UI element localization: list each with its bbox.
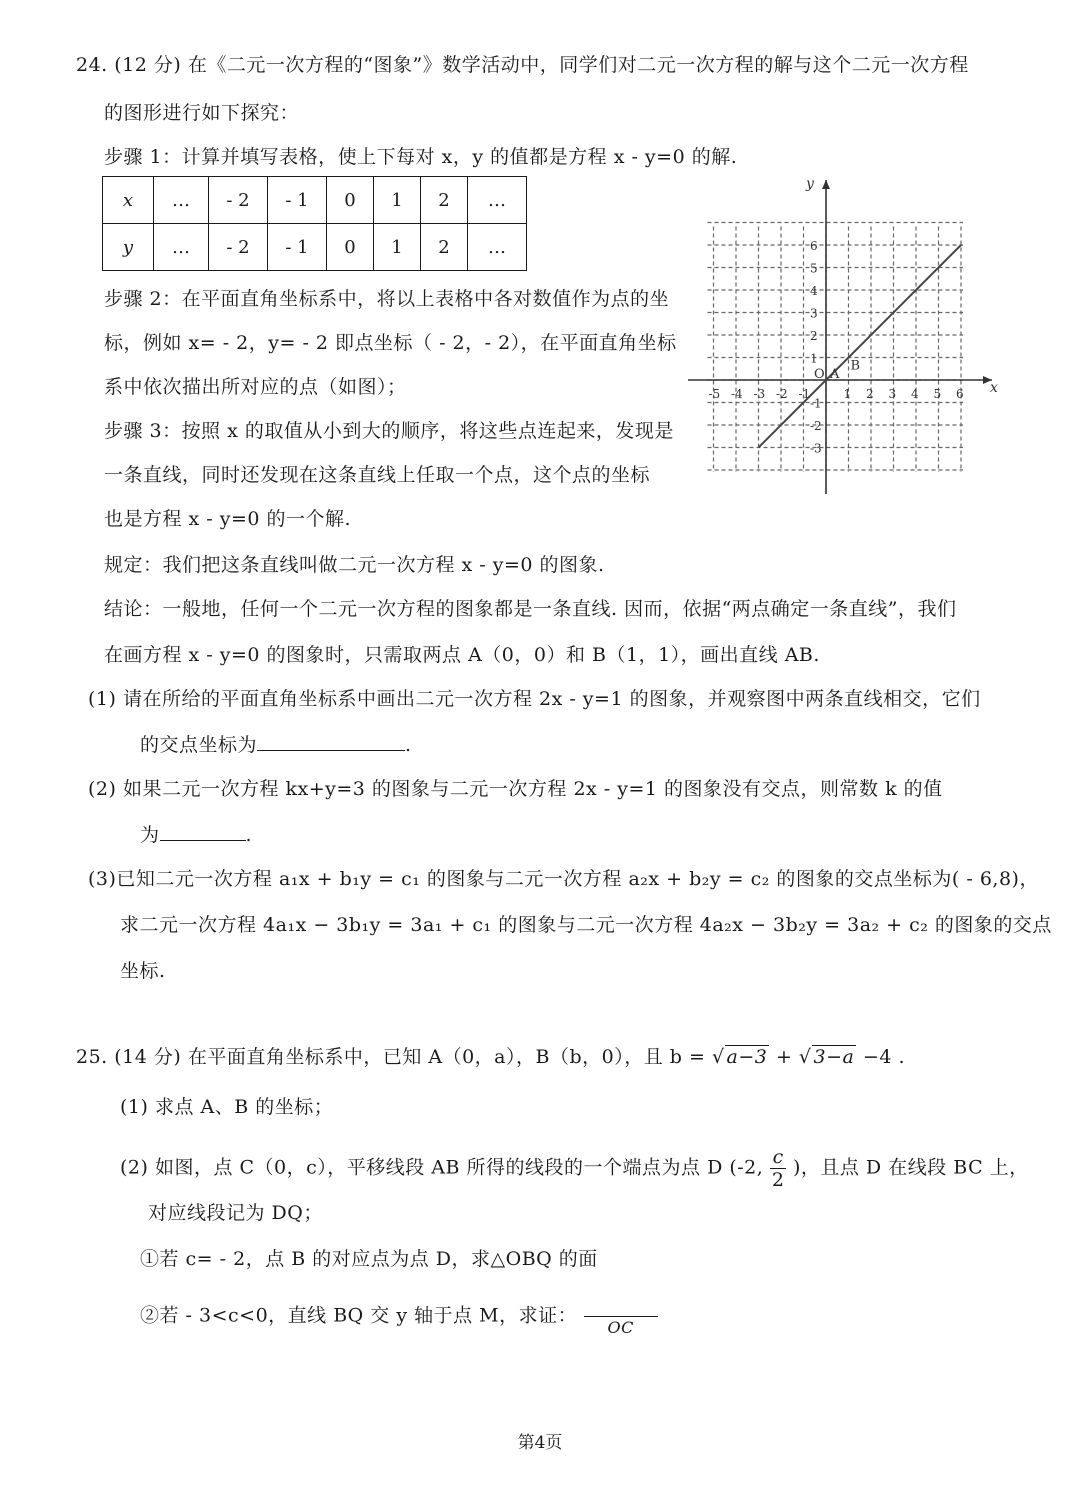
fraction-over-oc <box>584 1294 658 1339</box>
table-cell: x <box>103 177 154 224</box>
coordinate-grid <box>684 174 1000 500</box>
x-tick-label: -2 <box>776 387 788 401</box>
y-tick-label: 1 <box>810 351 818 366</box>
q25-part2-line1 <box>120 1146 1029 1191</box>
point-a-label: A <box>830 367 840 382</box>
table-cell: … <box>154 224 209 271</box>
table-cell: … <box>468 177 527 224</box>
tick-labels <box>709 239 964 456</box>
table-cell: 0 <box>327 177 374 224</box>
q24-step2-line1: 步骤 2：在平面直角坐标系中，将以上表格中各对数值作为点的坐 <box>104 288 670 310</box>
q25-intro <box>76 1044 905 1070</box>
q25-part2-sub-b-text: ②若 - 3<c<0，直线 BQ 交 y 轴于点 M，求证： <box>140 1304 578 1327</box>
sqrt-sign-2: √ <box>798 1046 812 1068</box>
y-tick-label: 6 <box>810 239 818 253</box>
y-tick-label: 5 <box>810 261 818 276</box>
table-cell: 1 <box>374 224 421 271</box>
table-cell: … <box>468 224 527 271</box>
table-cell: - 2 <box>209 177 268 224</box>
origin-label: O <box>814 367 825 382</box>
q24-intro-line1: 24. (12 分) 在《二元一次方程的“图象”》数学活动中，同学们对二元一次方程的解与这个二元一次方程 <box>76 54 969 76</box>
q25-part2-post: )，且点 D 在线段 BC 上， <box>792 1156 1029 1179</box>
x-axis-label: x <box>990 380 998 396</box>
q24-step3-line1: 步骤 3：按照 x 的取值从小到大的顺序，将这些点连起来，发现是 <box>104 420 674 442</box>
sqrt-radicand-1: a−3 <box>726 1046 768 1068</box>
x-tick-label: 3 <box>888 387 897 401</box>
q25-part2-line2: 对应线段记为 DQ； <box>148 1202 323 1224</box>
q24-intro-line2: 的图形进行如下探究： <box>104 102 300 124</box>
x-tick-label: -1 <box>798 387 811 401</box>
x-tick-label: 4 <box>911 387 919 401</box>
table-cell: 2 <box>421 177 468 224</box>
minus-four: −4 . <box>862 1046 905 1068</box>
graph-line-x-minus-y <box>759 245 962 448</box>
q24-part2-line2 <box>140 822 252 848</box>
answer-blank-1[interactable] <box>257 732 405 751</box>
x-tick-label: 6 <box>956 387 964 401</box>
table-cell: - 2 <box>209 224 268 271</box>
q25-part2-sub-a: ①若 c= - 2，点 B 的对应点为点 D，求△OBQ 的面 <box>140 1248 598 1270</box>
page-number: 第4页 <box>517 1433 563 1453</box>
q24-part2-end: . <box>245 824 253 846</box>
y-tick-label: -2 <box>810 419 822 433</box>
table-cell: - 1 <box>268 177 327 224</box>
sqrt-sign-1: √ <box>711 1046 725 1068</box>
y-tick-label: 4 <box>810 284 818 298</box>
fraction-c-over-2 <box>770 1146 787 1191</box>
y-axis-arrow <box>822 180 830 189</box>
q25-intro-text: 25. (14 分) 在平面直角坐标系中，已知 A（0，a），B（b，0），且 b = <box>76 1046 706 1068</box>
q24-step2-line3: 系中依次描出所对应的点（如图）； <box>104 376 407 398</box>
table-cell: 1 <box>374 177 421 224</box>
q24-part3-line1: (3)已知二元一次方程 a₁x + b₁y = c₁ 的图象与二元一次方程 a₂x + b₂y = c₂ 的图象的交点坐标为( - 6,8)， <box>88 868 1039 890</box>
q24-part1-end: . <box>405 734 412 756</box>
fraction-numerator-2 <box>584 1294 658 1317</box>
y-tick-label: -3 <box>810 441 822 456</box>
table-row-x <box>103 177 527 224</box>
answer-blank-2[interactable] <box>160 822 246 841</box>
q25-part2-sub-b <box>140 1294 658 1339</box>
q24-part2-text: 为 <box>140 824 160 846</box>
table-cell: y <box>103 224 154 271</box>
q24-step1: 步骤 1：计算并填写表格，使上下每对 x，y 的值都是方程 x - y=0 的解. <box>104 146 738 168</box>
table-cell: … <box>154 177 209 224</box>
q24-step3-line2: 一条直线，同时还发现在这条直线上任取一个点，这个点的坐标 <box>104 464 651 486</box>
q24-part2-line1: (2) 如果二元一次方程 kx+y=3 的图象与二元一次方程 2x - y=1 的图象没有交点，则常数 k 的值 <box>88 778 943 800</box>
table-cell: 2 <box>421 224 468 271</box>
q24-part1-text: 的交点坐标为 <box>140 734 258 756</box>
x-tick-label: -5 <box>708 387 721 401</box>
fraction-denominator: 2 <box>771 1169 785 1191</box>
values-table <box>102 176 527 271</box>
point-b-label: B <box>850 358 861 374</box>
x-tick-label: 5 <box>933 387 942 401</box>
table-cell: 0 <box>327 224 374 271</box>
fraction-denominator-2: OC <box>607 1318 634 1337</box>
x-tick-label: 1 <box>843 387 852 401</box>
q24-part3-line3: 坐标. <box>120 960 166 982</box>
x-tick-label: 2 <box>866 387 874 401</box>
grid-lines <box>708 223 964 473</box>
x-tick-label: -4 <box>731 387 743 401</box>
q24-rule: 规定：我们把这条直线叫做二元一次方程 x - y=0 的图象. <box>104 554 605 576</box>
q24-part1-line1: (1) 请在所给的平面直角坐标系中画出二元一次方程 2x - y=1 的图象，并观察图中两条直线相交，它们 <box>88 688 981 710</box>
table-cell: - 1 <box>268 224 327 271</box>
y-axis-label: y <box>806 176 814 192</box>
plus-sign: + <box>775 1046 793 1068</box>
q24-part3-line2: 求二元一次方程 4a₁x − 3b₁y = 3a₁ + c₁ 的图象与二元一次方程 4a₂x − 3b₂y = 3a₂ + c₂ 的图象的交点 <box>120 914 1052 936</box>
q25-part2-pre: (2) 如图，点 C（0，c），平移线段 AB 所得的线段的一个端点为点 D (-2, <box>120 1156 764 1179</box>
q24-step2-line2: 标，例如 x= - 2，y= - 2 即点坐标（ - 2，- 2），在平面直角坐标 <box>104 332 677 354</box>
y-tick-label: -1 <box>810 396 822 411</box>
fraction-numerator: c <box>770 1146 787 1169</box>
y-tick-label: 3 <box>810 306 818 321</box>
q24-conclusion-line2: 在画方程 x - y=0 的图象时，只需取两点 A（0，0）和 B（1，1），画出直线 AB. <box>104 644 820 666</box>
sqrt-radicand-2: 3−a <box>813 1046 855 1068</box>
y-tick-label: 2 <box>810 329 818 343</box>
q24-conclusion-line1: 结论：一般地，任何一个二元一次方程的图象都是一条直线. 因而，依据“两点确定一条直线”，我们 <box>104 598 957 620</box>
q24-step3-line3: 也是方程 x - y=0 的一个解. <box>104 508 352 530</box>
x-tick-label: -3 <box>753 387 766 401</box>
q25-part1: (1) 求点 A、B 的坐标； <box>120 1096 334 1118</box>
q24-part1-line2 <box>140 732 412 758</box>
table-row-y <box>103 224 527 271</box>
